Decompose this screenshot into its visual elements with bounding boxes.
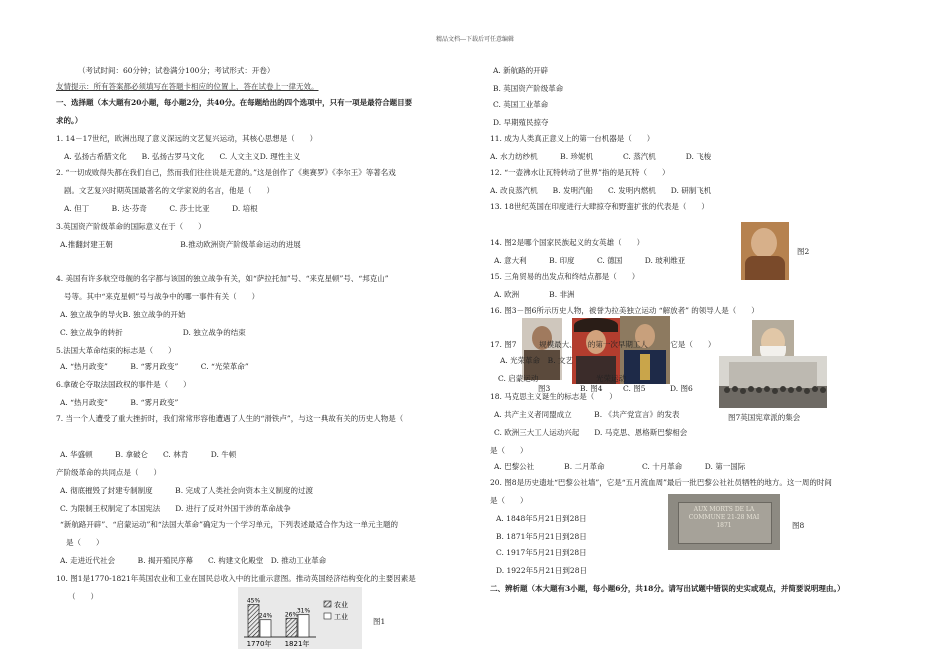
legend-swatch-agriculture bbox=[324, 601, 331, 607]
q8: 产阶级革命的共同点是（ ） bbox=[56, 468, 161, 477]
q18-options-2: C. 欧洲三大工人运动兴起 D. 马克思、恩格斯巴黎相会 bbox=[494, 428, 688, 437]
q10-option-a: A. 新航路的开辟 bbox=[493, 66, 549, 75]
q9-cont: 是（ ） bbox=[66, 538, 104, 547]
data-label: 31% bbox=[296, 607, 311, 615]
figure-6-label: D. 图6 bbox=[670, 384, 693, 393]
q10-option-b: B. 英国资产阶级革命 bbox=[493, 84, 564, 93]
q12: 12. “一壶沸水让瓦特转动了世界”指的是瓦特（ ） bbox=[490, 168, 670, 177]
q12-options: A. 改良蒸汽机 B. 发明汽船 C. 发明内燃机 D. 研制飞机 bbox=[490, 186, 712, 195]
q7-options: A. 华盛顿 B. 拿破仑 C. 林肯 D. 牛顿 bbox=[60, 450, 237, 459]
figure-5-image bbox=[620, 316, 670, 384]
figure-2-image bbox=[741, 222, 789, 280]
tip: 友情提示：所有答案都必须填写在答题卡相应的位置上，答在试卷上一律无效。 bbox=[56, 82, 319, 91]
q4-cont: 号等。其中“来克星顿”号与战争中的哪一事件有关（ ） bbox=[64, 292, 260, 301]
q14: 14. 图2是哪个国家民族起义的女英雄（ ） bbox=[490, 238, 645, 247]
q19-options: A. 巴黎公社 B. 二月革命 C. 十月革命 D. 第一国际 bbox=[494, 462, 746, 471]
figure-7-caption: 图7英国宪章派的集会 bbox=[728, 413, 801, 422]
q10-option-d: D. 早期殖民掠夺 bbox=[493, 118, 549, 127]
q8-options-1: A. 彻底摧毁了封建专制制度 B. 完成了人类社会向资本主义制度的过渡 bbox=[60, 486, 313, 495]
q17-option-d: 光荣运动 bbox=[596, 374, 626, 383]
bar-农业-1770年 bbox=[248, 605, 259, 637]
figure-3-label: 图3 bbox=[538, 384, 551, 393]
q7: 7. 当一个人遭受了重大挫折时，我们常常形容他遭遇了人生的“滑铁卢”，与这一典故有关的历史人物是（ bbox=[56, 414, 404, 423]
q19-tail: 是（ ） bbox=[490, 446, 528, 455]
figure-8-caption: 图8 bbox=[792, 521, 805, 530]
figure-1-caption: 图1 bbox=[373, 617, 386, 626]
figure-4-label: B. 图4 bbox=[580, 384, 603, 393]
category-label: 1821年 bbox=[284, 640, 310, 648]
q1-options: A. 弘扬古希腊文化 B. 弘扬古罗马文化 C. 人文主义D. 理性主义 bbox=[64, 152, 301, 161]
q4-options-2: C. 独立战争的转折 D. 独立战争的结束 bbox=[60, 328, 246, 337]
q9-options: A. 走进近代社会 B. 揭开殖民序幕 C. 构建文化殿堂 D. 推动工业革命 bbox=[60, 556, 327, 565]
q14-options: A. 意大利 B. 印度 C. 德国 D. 玻利维亚 bbox=[494, 256, 686, 265]
bar-工业-1821年 bbox=[298, 615, 309, 637]
bar-工业-1770年 bbox=[260, 620, 271, 637]
figure-8-image bbox=[668, 494, 780, 550]
q15: 15. 三角贸易的出发点和终结点都是（ ） bbox=[490, 272, 640, 281]
q3-options: A.推翻封建王朝 B.推动欧洲资产阶级革命运动的进展 bbox=[60, 240, 301, 249]
q17-option-a: A. 光荣革命 B. 文艺 bbox=[500, 356, 573, 365]
figure-7-image bbox=[719, 356, 827, 408]
q6-options: A. “热月政变” B. “雾月政变” bbox=[60, 398, 179, 407]
q17-option-c: C. 启蒙运动 bbox=[498, 374, 539, 383]
q20-option-b: B. 1871年5月21日到28日 bbox=[496, 532, 587, 541]
q17: 17. 图7 规模最大、 的第一次早期工人 它是（ ） bbox=[490, 340, 716, 349]
q5-options: A. “热月政变” B. “雾月政变” C. “光荣革命” bbox=[60, 362, 249, 371]
bar-农业-1821年 bbox=[286, 618, 297, 637]
q10-cont: （ ） bbox=[68, 592, 98, 601]
section1-heading: 一、选择题（本大题有20小题，每小题2分，共40分。在每题给出的四个选项中，只有一项是最符合题目要 bbox=[56, 98, 413, 107]
section1-heading-cont: 求的。） bbox=[56, 116, 83, 125]
q3: 3.英国资产阶级革命的国际意义在于（ ） bbox=[56, 222, 206, 231]
q10: 10. 图1是1770-1821年英国农业和工业在国民总收入中的比重示意图。推动英国经济结构变化的主要因素是 bbox=[56, 574, 416, 583]
q18: 18. 马克思主义诞生的标志是（ ） bbox=[490, 392, 617, 401]
data-label: 45% bbox=[246, 597, 261, 605]
q4-options-1: A. 独立战争的导火B. 独立战争的开始 bbox=[60, 310, 186, 319]
q8-options-2: C. 为限制王权制定了本国宪法 D. 进行了反对外国干涉的革命战争 bbox=[60, 504, 291, 513]
q6: 6.拿破仑夺取法国政权的事件是（ ） bbox=[56, 380, 191, 389]
q11: 11. 成为人类真正意义上的第一台机器是（ ） bbox=[490, 134, 655, 143]
category-label: 1770年 bbox=[246, 640, 272, 648]
q20-cont: 是（ ） bbox=[490, 496, 528, 505]
legend-agriculture: 农业 bbox=[334, 601, 348, 609]
legend-swatch-industry bbox=[324, 613, 331, 619]
q10-option-c: C. 英国工业革命 bbox=[493, 100, 549, 109]
figure-5-label: C. 图5 bbox=[623, 384, 646, 393]
data-label: 26% bbox=[284, 611, 299, 619]
q20-option-d: D. 1922年5月21日到28日 bbox=[496, 566, 587, 575]
page-header: 精品文档---下载后可任意编辑 bbox=[435, 36, 515, 43]
q20-option-a: A. 1848年5月21日到28日 bbox=[496, 514, 587, 523]
q18-options-1: A. 共产主义者同盟成立 B. 《共产党宣言》的发表 bbox=[494, 410, 680, 419]
figure-3-image bbox=[522, 318, 562, 380]
q11-options: A. 水力纺纱机 B. 珍妮机 C. 蒸汽机 D. 飞梭 bbox=[490, 152, 712, 161]
q20-option-c: C. 1917年5月21日到28日 bbox=[496, 548, 587, 557]
data-label: 24% bbox=[258, 612, 273, 620]
q5: 5.法国大革命结束的标志是（ ） bbox=[56, 346, 176, 355]
section2-heading: 二、辨析题（本大题有3小题，每小题6分，共18分。请写出试题中错误的史实或观点，并简要说明理由。） bbox=[490, 584, 845, 593]
q15-options: A. 欧洲 B. 非洲 bbox=[494, 290, 575, 299]
exam-info: （考试时间：60分钟；试卷满分100分；考试形式：开卷） bbox=[78, 66, 275, 75]
figure-1-chart bbox=[238, 587, 362, 649]
q2-options: A. 但丁 B. 达·芬奇 C. 莎士比亚 D. 培根 bbox=[64, 204, 258, 213]
q13: 13. 18世纪英国在印度进行大肆掠夺和野蛮扩张的代表是（ ） bbox=[490, 202, 709, 211]
q20: 20. 图8是历史遗址“巴黎公社墙”，它是“五月流血周”最后一批巴黎公社社员牺牲的地方。这一周的时间 bbox=[490, 478, 832, 487]
legend-industry: 工业 bbox=[334, 613, 348, 621]
q2-cont: 剧。文艺复兴时期英国最著名的文学家说的名言，他是（ ） bbox=[64, 186, 274, 195]
q1: 1. 14－17世纪，欧洲出现了意义深远的文艺复兴运动，其核心思想是（ ） bbox=[56, 134, 318, 143]
q9: “新航路开辟”、“启蒙运动”和“法国大革命”确定为一个学习单元，下列表述最适合作为这一单元主题的 bbox=[60, 520, 399, 529]
q4: 4. 美国有许多航空母舰的名字都与该国的独立战争有关，如“萨拉托加”号、“来克星顿”号、“邦克山” bbox=[56, 274, 389, 283]
q2: 2. “一切成败得失都在我们自己，然而我们往往说是无意的。”这是创作了《奥赛罗》《李尔王》等著名戏 bbox=[56, 168, 396, 177]
figure-2-caption: 图2 bbox=[797, 247, 810, 256]
figure-8-inscription: AUX MORTS DE LA COMMUNE 21-28 MAI 1871 bbox=[688, 506, 760, 529]
q16: 16. 图3－图6所示历史人物，被誉为拉美独立运动 “解放者” 的领导人是（ ） bbox=[490, 306, 759, 315]
